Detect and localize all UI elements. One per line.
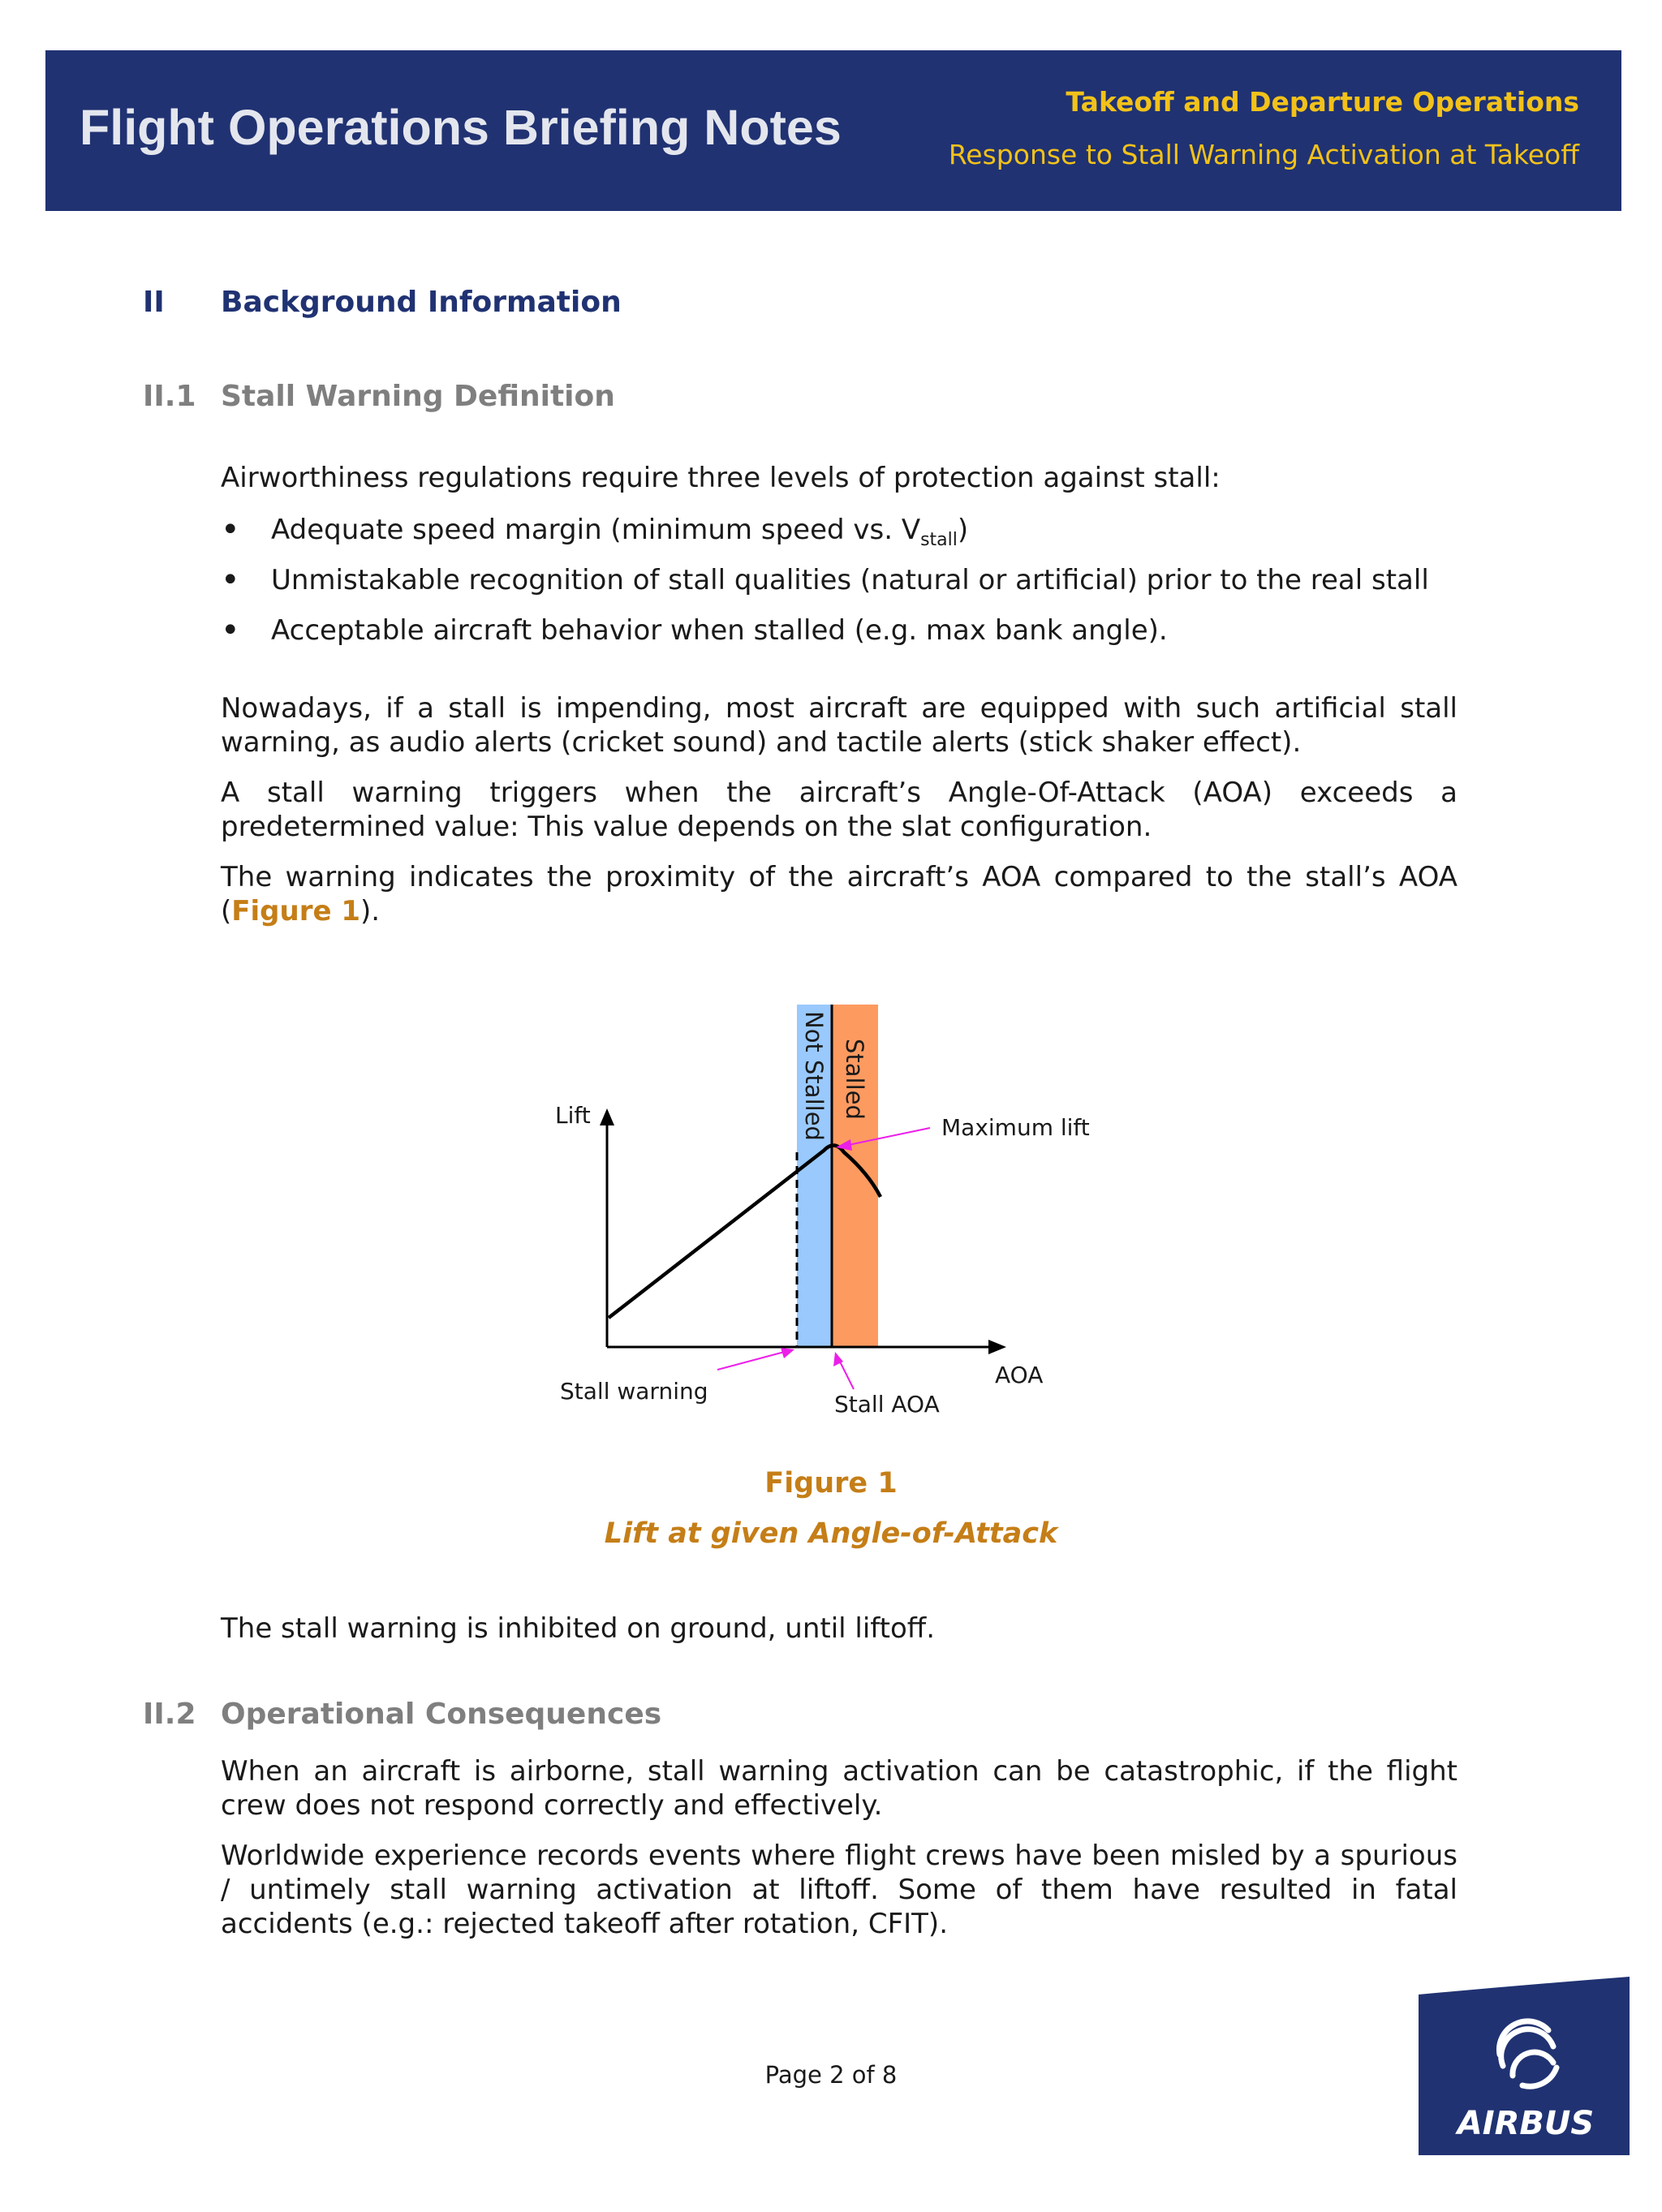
not-stalled-label: Not Stalled — [800, 1011, 828, 1141]
paragraph: When an aircraft is airborne, stall warning activation can be catastrophic, if the flight crew does not respond correctly and effectively. — [221, 1755, 1457, 1822]
paragraph: A stall warning triggers when the aircraft’s Angle-Of-Attack (AOA) exceeds a predetermined value: This value depends on the slat configuration. — [221, 777, 1457, 843]
bullet-icon: • — [221, 511, 240, 549]
document-title: Flight Operations Briefing Notes — [80, 100, 842, 155]
paragraph: The stall warning is inhibited on ground, until liftoff. — [221, 1612, 936, 1645]
y-axis-label: Lift — [555, 1102, 591, 1129]
paragraph: Worldwide experience records events where flight crews have been misled by a spurious / untimely stall warning activation at liftoff. Some of them have resulted in fatal accidents (e.g.: rejected takeoff after rotation, CFIT). — [221, 1840, 1457, 1940]
subsection-number: II.2 — [143, 1698, 196, 1731]
subsection-title: Stall Warning Definition — [221, 380, 615, 413]
airbus-logo — [1419, 1977, 1630, 2155]
intro-paragraph: Airworthiness regulations require three levels of protection against stall: — [221, 462, 1221, 494]
figure-link[interactable]: Figure 1 — [231, 895, 361, 927]
bullet-icon: • — [221, 562, 240, 599]
figure-label: Figure 1 — [764, 1467, 898, 1500]
bullet-icon: • — [221, 612, 240, 649]
x-axis-arrow-icon — [988, 1340, 1006, 1354]
stall-warning-arrowhead-icon — [781, 1348, 794, 1358]
stall-aoa-label: Stall AOA — [834, 1391, 940, 1418]
list-item: • Unmistakable recognition of stall qualities (natural or artificial) prior to the real stall — [221, 562, 1429, 599]
document-category: Takeoff and Departure Operations — [1066, 86, 1579, 118]
section-title: Background Information — [221, 286, 622, 319]
document-subtitle: Response to Stall Warning Activation at Takeoff — [948, 139, 1579, 170]
airbus-logo-text: AIRBUS — [1457, 2105, 1595, 2142]
list-item: • Acceptable aircraft behavior when stalled (e.g. max bank angle). — [221, 612, 1168, 649]
stall-warning-label: Stall warning — [560, 1378, 708, 1405]
stalled-label: Stalled — [841, 1039, 868, 1120]
section-number: II — [143, 286, 165, 319]
max-lift-label: Maximum lift — [941, 1114, 1090, 1141]
list-item: • Adequate speed margin (minimum speed vs. $V_{stall}$) — [221, 511, 969, 550]
subsection-title: Operational Consequences — [221, 1698, 662, 1731]
figure-caption: Lift at given Angle-of-Attack — [604, 1517, 1058, 1550]
y-axis-arrow-icon — [600, 1108, 614, 1125]
paragraph: The warning indicates the proximity of the aircraft’s AOA compared to the stall’s AOA (Figure 1). — [221, 861, 1457, 927]
stall-warning-arrow — [717, 1350, 790, 1370]
subsection-number: II.1 — [143, 380, 196, 413]
paragraph: Nowadays, if a stall is impending, most aircraft are equipped with such artificial stall warning, as audio alerts (cricket sound) and tactile alerts (stick shaker effect). — [221, 692, 1457, 759]
x-axis-label: AOA — [995, 1362, 1044, 1388]
page-number: Page 2 of 8 — [764, 2061, 898, 2089]
